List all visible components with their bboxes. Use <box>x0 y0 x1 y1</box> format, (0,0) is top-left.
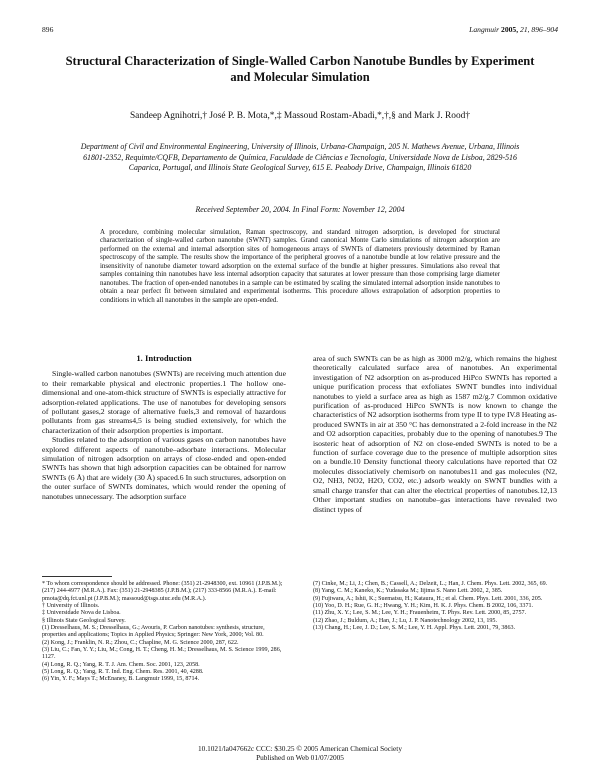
footnote: § Illinois State Geological Survey. <box>42 617 126 624</box>
intro-paragraph: Studies related to the adsorption of various gases on carbon nanotubes have explored different aspects of nanotube–adsorbate interactions. Molecular simulation of nitrogen adsorption on arrays of close-ended and open-ended SWNTs has shown that high adsorption capacities can be obtained for narrow SWNTs (6 Å) that are widely (30 Å) spaced.6 In such structures, adsorption on the outer surface of SWNTs dominates, which would render the opening of nanotubes unnecessary. The adsorption surface <box>42 435 286 501</box>
reference: (6) Yin, Y. F.; Mays T.; McEnaney, B. Langmuir 1999, 15, 8714. <box>42 676 200 683</box>
footnotes-left <box>42 581 286 684</box>
reference: (9) Fujiwara, A.; Ishii, K.; Suematsu, H.; Kataura, H.; et al. Chem. Phys. Lett. 2001, 336, 205. <box>313 595 543 602</box>
doi-line: 10.1021/la047662c CCC: $30.25 © 2005 American Chemical Society <box>198 744 402 753</box>
intro-paragraph: Single-walled carbon nanotubes (SWNTs) are receiving much attention due to their remarkable physical and electronic properties.1 The hollow one-dimensional and one-atom-thick structure of SWNTs is especially attractive for adsorption-related applications. The use of nanotubes for developing sensors of pollutant gases,2 storage of alternative fuels,3 and removal of hazardous pollutants from gas streams4,5 is being studied extensively, for which the characterization of their adsorption properties is important. <box>42 369 286 435</box>
running-header <box>42 25 558 37</box>
page-number: 896 <box>42 25 54 34</box>
reference: (1) Dresselhaus, M. S.; Dresselhaus, G.; Avouris, P. Carbon nanotubes: synthesis, structure, properties and applications; Topics in Applied Physics; Springer: New York, 2000; Vol. 80. <box>42 625 265 639</box>
reference: (12) Zhao, J.; Buldum, A.; Han, J.; Lu, J. P. Nanotechnology 2002, 13, 195. <box>313 617 497 624</box>
footnote: * To whom correspondence should be addressed. Phone: (351) 21-2948300, ext. 10961 (J.P.B.M.); (217) 244-4977 (M.R.A.). Fax: (351) 21-2948385 (J.P.B.M.); (217) 333-8566 (M.R.A.). E-mail: pmota@dq.fct.unl.pt (J.P.B.M.); massoud@isgs.uiuc.edu (M.R.A.). <box>42 581 283 602</box>
reference: (4) Long, R. Q.; Yang, R. T. J. Am. Chem. Soc. 2001, 123, 2058. <box>42 661 200 668</box>
section-heading: 1. Introduction <box>136 353 192 363</box>
affiliations: Department of Civil and Environmental Engineering, University of Illinois, Urbana-Champaign, 205 N. Mathews Avenue, Urbana, Illinois 61801-2352, Requimte/CQFB, Departamento de Química, Faculdade de Ciências e Tecnologia, Universidade Nova de Lisboa, 2829-516 Caparica, Portugal, and Illinois State Geological Survey, 615 E. Peabody Drive, Champaign, Illinois 61820 <box>80 142 520 173</box>
journal-volume-pages: 21, 896–904 <box>520 25 558 34</box>
footnote: † University of Illinois. <box>42 603 100 610</box>
reference: (11) Zhu, X. Y.; Lee, S. M.; Lee, Y. H.; Frauenheim, T. Phys. Rev. Lett. 2000, 85, 2757. <box>313 610 527 617</box>
reference: (7) Cinke, M.; Li, J.; Chen, B.; Cassell, A.; Delzeit, L.; Han, J. Chem. Phys. Lett. 2002, 365, 69. <box>313 581 548 587</box>
publication-date: Published on Web 01/07/2005 <box>256 752 344 762</box>
right-column <box>313 354 557 514</box>
reference: (8) Yang, C. M.; Kaneko, K.; Yudasaka M.; Iijima S. Nano Lett. 2002, 2, 385. <box>313 588 503 595</box>
reference: (13) Chang, H.; Lee, J. D.; Lee, S. M.; Lee, Y. H. Appl. Phys. Lett. 2001, 79, 3863. <box>313 625 516 632</box>
journal-year: 2005, <box>501 25 519 34</box>
footnote: ‡ Universidade Nova de Lisboa. <box>42 610 121 617</box>
reference: (3) Liu, C.; Fan, Y. Y.; Liu, M.; Cong, H. T.; Cheng, H. M.; Dresselhaus, M. S. Science 1999, 286, 1127. <box>42 647 282 661</box>
author-list: Sandeep Agnihotri,† José P. B. Mota,*,‡ Massoud Rostam-Abadi,*,†,§ and Mark J. Rood† <box>129 111 471 121</box>
journal-citation <box>469 25 558 34</box>
page-footer <box>0 745 600 762</box>
reference: (5) Long, R. Q.; Yang, R. T. Ind. Eng. Chem. Res. 2001, 40, 4288. <box>42 669 204 676</box>
intro-paragraph-continued: area of such SWNTs can be as high as 3000 m2/g, which remains the highest theoretically calculated surface area of nanotubes. An experimental investigation of N2 adsorption on as-produced HiPco SWNTs has reported a unique purification process that exfoliates SWNT bundles into individual nanotubes to yield a surface area as high as 1587 m2/g.7 Common oxidative purification of as-produced HiPco SWNTs is now known to change the characteristics of N2 adsorption isotherms from type II to type IV.8 Heating as-produced SWNTs in air at 350 °C has demonstrated a 2-fold increase in the N2 and O2 adsorption capacities, probably due to the opening of nanotubes.9 The isosteric heat of adsorption of N2 on close-ended SWNTs is noted to be a function of surface coverage due to the presence of multiple adsorption sites on a bundle.10 Density functional theory calculations have reported that O2 molecules dissociatively chemisorb on nanotubes11 and gas molecules (N2, O2, NH3, NO2, H2O, CO2, etc.) adsorb weakly on SWNT bundles with a small charge transfer that can alter the electrical properties of nanotubes.12,13 Other important studies on nanotube–gas interactions have revealed two distinct types of <box>313 354 557 514</box>
footnotes-right <box>313 581 557 632</box>
received-dates: Received September 20, 2004. In Final Form: November 12, 2004 <box>195 205 405 214</box>
article-title: Structural Characterization of Single-Walled Carbon Nanotube Bundles by Experiment and Molecular Simulation <box>65 54 535 84</box>
journal-name: Langmuir <box>469 25 500 34</box>
left-column <box>42 354 286 501</box>
reference: (10) Yoo, D. H.; Rue, G. H.; Hwang, Y. H.; Kim, H. K. J. Phys. Chem. B 2002, 106, 3371. <box>313 603 534 610</box>
footnote-rule <box>42 576 112 577</box>
reference: (2) Kong, J.; Franklin, N. R.; Zhou, C.; Chapline, M. G. Science 2000, 287, 622. <box>42 639 239 646</box>
abstract: A procedure, combining molecular simulation, Raman spectroscopy, and standard nitrogen adsorption, is developed for structural characterization of single-walled carbon nanotube (SWNT) samples. Grand canonical Monte Carlo simulations of nitrogen adsorption are performed on the external and internal adsorption sites of homogeneous arrays of SWNTs of diameters previously determined by Raman spectroscopy of the sample. The results show the importance of the peripheral grooves of a nanotube bundle at low relative pressure and the insensitivity of nanotube diameter toward adsorption on the external surface of the bundle at higher pressures. Simulations also reveal that samples containing thin nanotubes have less internal adsorption capacity that saturates at lower pressure than those comprising large diameter nanotubes. The fraction of open-ended nanotubes in a sample can be estimated by scaling the simulated internal adsorption inside nanotubes to obtain a near perfect fit between simulated and experimental isotherms. This procedure allows extrapolation of adsorption properties to conditions in which all nanotubes in the sample are open-ended. <box>100 228 500 304</box>
